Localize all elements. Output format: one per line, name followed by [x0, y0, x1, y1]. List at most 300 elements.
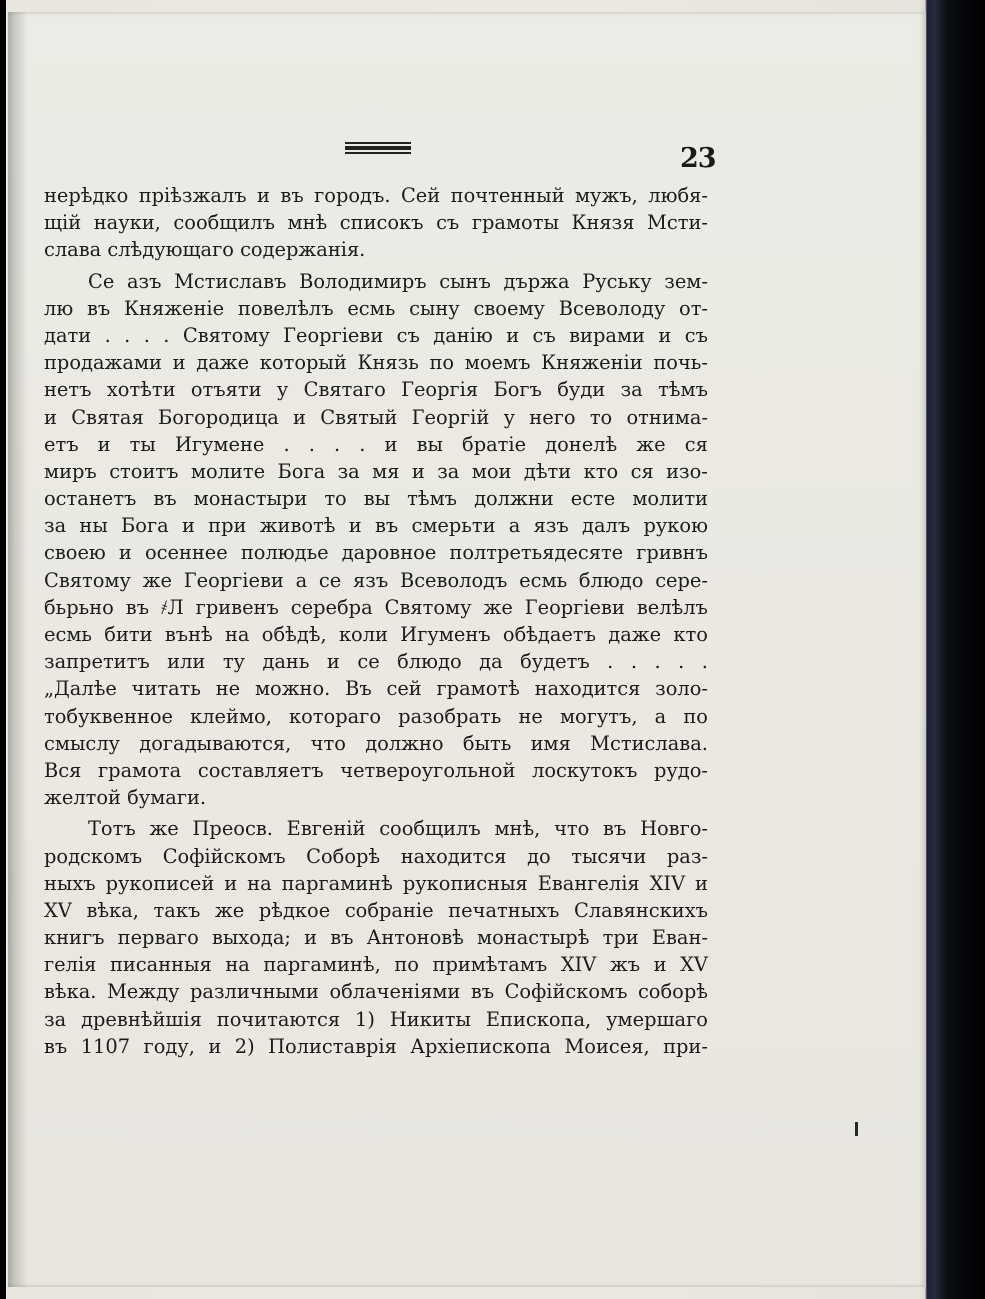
- word: Между: [106, 980, 180, 1004]
- word: даровное: [341, 541, 437, 565]
- word: монастырѣ: [477, 926, 590, 950]
- word: любя-: [648, 184, 708, 207]
- word: Вся: [44, 758, 82, 782]
- word: съ: [436, 211, 460, 235]
- word: хотѣти: [106, 378, 176, 402]
- word: дати: [44, 323, 92, 347]
- word: не: [518, 704, 543, 728]
- word: зем-: [664, 269, 708, 293]
- word: до: [527, 844, 551, 868]
- word: Всеволоду: [558, 296, 666, 320]
- word: тѣмъ: [407, 487, 458, 511]
- word: „Далѣе: [44, 677, 117, 701]
- word: рукописей: [105, 871, 215, 895]
- text-line: [44, 843, 708, 870]
- text-line: [44, 539, 708, 566]
- word: въ: [470, 980, 495, 1004]
- text-line: [44, 404, 708, 431]
- word: .: [163, 323, 170, 347]
- word: Сей: [400, 184, 441, 207]
- word: должно: [365, 731, 444, 755]
- word: мнѣ: [287, 211, 328, 235]
- word: съ: [396, 323, 420, 347]
- text-line: [44, 236, 708, 263]
- word: а: [654, 704, 667, 728]
- word: бити: [104, 623, 153, 646]
- text-line: [44, 675, 708, 702]
- word: книгъ: [44, 926, 105, 950]
- word: умершаго: [606, 1007, 708, 1031]
- word: городъ.: [314, 184, 391, 207]
- word: Евангелія: [537, 871, 640, 895]
- word: въ: [86, 296, 111, 320]
- text-line: [44, 924, 708, 951]
- word: Георгіеви: [283, 323, 384, 347]
- word: Всеволодъ: [399, 568, 508, 592]
- word: за: [337, 459, 360, 483]
- word: Преосв.: [192, 817, 273, 841]
- word: за: [437, 459, 460, 483]
- word: Святая: [71, 405, 144, 429]
- text-line: [44, 730, 708, 757]
- word: науки,: [93, 211, 161, 235]
- word: буди: [557, 378, 606, 402]
- word: есмь: [347, 296, 396, 320]
- word: Святому: [182, 323, 270, 347]
- text-line: [44, 1033, 708, 1060]
- text-line: [44, 648, 708, 675]
- word: при-: [663, 1034, 708, 1058]
- word: или: [167, 650, 206, 674]
- word: XV: [680, 953, 708, 977]
- word: гривенъ: [195, 595, 279, 619]
- word: своею: [44, 541, 106, 565]
- word: Георгіеви: [524, 595, 625, 619]
- word: рукописныя: [402, 871, 528, 895]
- word: Тотъ: [88, 817, 136, 841]
- word: ты: [129, 432, 156, 456]
- page-number: 23: [680, 143, 716, 174]
- word: Соборѣ: [306, 844, 381, 868]
- word: за: [620, 378, 643, 402]
- word: что: [310, 731, 346, 755]
- word: своему: [473, 296, 545, 320]
- word: вы: [363, 487, 391, 511]
- word: по: [683, 704, 708, 728]
- word: язъ: [353, 568, 389, 592]
- word: составляетъ: [197, 758, 324, 782]
- word: выхода;: [211, 926, 291, 950]
- word: рукою: [643, 514, 708, 538]
- word: Святаго: [303, 378, 386, 402]
- word: печатныхъ: [448, 898, 560, 922]
- word: клеймо,: [190, 704, 272, 728]
- text-line: [44, 978, 708, 1005]
- margin-mark: [855, 1122, 858, 1136]
- word: мя: [372, 459, 400, 483]
- word: на: [225, 623, 250, 646]
- text-line: [44, 458, 708, 485]
- word: братіе: [462, 432, 527, 456]
- word: запретитъ: [44, 650, 150, 674]
- word: почь-: [653, 351, 708, 375]
- word: Богъ: [493, 378, 542, 402]
- word: на: [247, 871, 272, 895]
- word: Новго-: [640, 817, 708, 841]
- word: при: [208, 514, 247, 538]
- word: Княженіе: [124, 296, 225, 320]
- word: ся: [630, 459, 654, 483]
- word: въ: [153, 487, 177, 511]
- word: 1): [355, 1007, 375, 1031]
- header-rule-ornament: [345, 142, 411, 156]
- text-line: [44, 897, 708, 924]
- word: Княженіи: [541, 351, 643, 375]
- word: и: [208, 1034, 222, 1058]
- word: молити: [632, 487, 708, 511]
- word: и: [326, 650, 340, 674]
- text-line: [44, 295, 708, 322]
- word: дань: [262, 650, 310, 674]
- word: него: [529, 405, 576, 429]
- word: то: [589, 405, 613, 429]
- word: почтенный: [450, 184, 565, 207]
- word: въ: [44, 1034, 68, 1058]
- word: тысячи: [571, 844, 647, 868]
- word: году,: [143, 1034, 195, 1058]
- text-line: [44, 621, 708, 648]
- word: бьрьно: [44, 595, 114, 619]
- word: данію: [433, 323, 493, 347]
- word: .: [143, 323, 150, 347]
- text-line: [44, 376, 708, 403]
- word: пріѣзжалъ: [138, 184, 247, 207]
- word: и: [172, 351, 186, 375]
- word: сыну: [409, 296, 460, 320]
- word: рудо-: [653, 758, 708, 782]
- word: и: [506, 323, 520, 347]
- word: мои: [471, 459, 512, 483]
- word: и: [653, 953, 667, 977]
- word: продажами: [44, 351, 162, 375]
- word: и: [411, 459, 425, 483]
- text-line: [44, 784, 708, 811]
- word: что: [554, 817, 590, 841]
- word: Руську: [582, 269, 652, 293]
- word: догадываются,: [139, 731, 292, 755]
- word: Игумене: [174, 432, 265, 456]
- word: Мстислава.: [590, 731, 708, 755]
- word: гелія: [44, 953, 97, 977]
- word: .: [701, 650, 708, 674]
- word: ту: [222, 650, 245, 674]
- word: сообщилъ: [173, 211, 275, 235]
- word: Никиты: [389, 1007, 471, 1031]
- word: смыслу: [44, 731, 120, 755]
- word: ны: [79, 514, 108, 538]
- word: обѣдѣ,: [261, 623, 327, 646]
- word: даже: [608, 623, 662, 646]
- word: за: [44, 514, 67, 538]
- word: обѣдаетъ: [502, 623, 596, 646]
- word: ныхъ: [44, 871, 96, 895]
- word: а: [508, 514, 521, 538]
- text-line: [44, 567, 708, 594]
- word: етъ: [44, 432, 79, 456]
- word: есмь: [519, 568, 568, 592]
- word: въ: [603, 817, 627, 841]
- word: Князь: [357, 351, 419, 375]
- word: велѣлъ: [636, 595, 708, 619]
- text-line: [44, 815, 708, 842]
- word: и: [658, 323, 672, 347]
- word: соборѣ: [637, 980, 708, 1004]
- word: находится: [400, 844, 507, 868]
- word: собраніе: [344, 898, 434, 922]
- word: облаченіями: [329, 980, 461, 1004]
- word: и: [384, 432, 398, 456]
- word: Георгіеви: [183, 568, 284, 592]
- word: тѣмъ: [658, 378, 708, 402]
- word: грамоты: [471, 211, 559, 235]
- word: лоскутокъ: [532, 758, 638, 782]
- word: читать: [131, 677, 201, 701]
- word: въ: [125, 595, 150, 619]
- word: .: [630, 650, 637, 674]
- word: повелѣлъ: [237, 296, 334, 320]
- word: имя: [530, 731, 571, 755]
- word: нетъ: [44, 378, 92, 402]
- body-text: [44, 182, 708, 1060]
- word: а: [295, 568, 308, 592]
- word: же: [483, 595, 513, 619]
- word: язъ: [533, 514, 569, 538]
- word: .: [607, 650, 614, 674]
- word: Володимиръ: [299, 269, 427, 293]
- word: то: [324, 487, 347, 511]
- word: вѣка,: [86, 898, 139, 922]
- word: быть: [462, 731, 512, 755]
- word: не: [215, 677, 241, 701]
- word: монастыри: [193, 487, 308, 511]
- word: такъ: [153, 898, 201, 922]
- word: должни: [474, 487, 554, 511]
- word: у: [276, 378, 289, 402]
- word: писанныя: [109, 953, 212, 977]
- word: и: [181, 514, 195, 538]
- text-line: [44, 703, 708, 730]
- word: отнима-: [626, 405, 708, 429]
- word: который: [259, 351, 347, 375]
- word: списокъ: [339, 211, 424, 235]
- word: вы: [416, 432, 443, 456]
- word: ся: [684, 432, 708, 456]
- word: кто: [583, 459, 619, 483]
- word: четвероугольной: [340, 758, 516, 782]
- word: нерѣдко: [44, 184, 129, 207]
- word: же: [214, 898, 245, 922]
- word: рѣдкое: [258, 898, 331, 922]
- word: золо-: [655, 677, 708, 701]
- word: да: [479, 650, 503, 674]
- word: кто: [673, 623, 708, 646]
- word: раз-: [666, 844, 708, 868]
- word: есте: [570, 487, 616, 511]
- word: и: [695, 871, 708, 895]
- text-line: [44, 594, 708, 621]
- word: XV: [44, 898, 72, 922]
- word: Се: [88, 269, 115, 293]
- word: .: [283, 432, 290, 456]
- word: за: [44, 1007, 67, 1031]
- word: же: [149, 817, 179, 841]
- word: Въ: [345, 677, 372, 701]
- word: се: [318, 568, 342, 592]
- word: Мстиславъ: [174, 269, 287, 293]
- word: есмь: [44, 623, 92, 646]
- word: държа: [503, 269, 570, 293]
- word: же: [142, 568, 172, 592]
- word: изо-: [666, 459, 708, 483]
- word: Софійскомъ: [162, 844, 286, 868]
- word: древнѣйшія: [81, 1007, 202, 1031]
- word: и: [304, 926, 318, 950]
- word: Полиставрія: [268, 1034, 397, 1058]
- word: Моисея,: [564, 1034, 650, 1058]
- word: паргаминѣ: [281, 871, 393, 895]
- word: примѣтамъ: [432, 953, 548, 977]
- word: блюдо: [397, 650, 462, 674]
- word: XIV: [560, 953, 597, 977]
- word: Бога: [277, 459, 326, 483]
- word: и: [257, 184, 270, 207]
- word: въ: [330, 926, 354, 950]
- word: три: [602, 926, 639, 950]
- word: донелѣ: [545, 432, 618, 456]
- word: молите: [190, 459, 266, 483]
- word: коли: [338, 623, 388, 646]
- text-line: [44, 209, 708, 236]
- text-line: [44, 870, 708, 897]
- word: могутъ,: [559, 704, 638, 728]
- word: почитаются: [216, 1007, 341, 1031]
- word: Георгія: [401, 378, 479, 402]
- word: вънѣ: [164, 623, 213, 646]
- text-line: [44, 485, 708, 512]
- word: стоитъ: [109, 459, 179, 483]
- word: отъяти: [190, 378, 262, 402]
- word: вирами: [569, 323, 645, 347]
- word: Архіепископа: [410, 1034, 551, 1058]
- word: Бога: [121, 514, 169, 538]
- word: даже: [196, 351, 250, 375]
- word: ҂Л: [161, 595, 184, 619]
- word: грамотѣ: [436, 677, 520, 701]
- word: .: [678, 650, 685, 674]
- word: Антоновѣ: [366, 926, 464, 950]
- word: и: [118, 541, 132, 565]
- word: .: [104, 323, 111, 347]
- word: Георгій: [411, 405, 490, 429]
- word: .: [124, 323, 131, 347]
- word: .: [654, 650, 661, 674]
- word: въ: [374, 514, 399, 538]
- word: блюдо: [578, 568, 644, 592]
- word: животѣ: [259, 514, 336, 538]
- word: жъ: [609, 953, 641, 977]
- word: будетъ: [520, 650, 590, 674]
- word: по: [429, 351, 455, 375]
- word: 2): [234, 1034, 255, 1058]
- word: сей: [386, 677, 422, 701]
- word: перваго: [117, 926, 199, 950]
- word: Еван-: [651, 926, 708, 950]
- word: тобуквенное: [44, 704, 173, 728]
- word: от-: [679, 296, 708, 320]
- word: паргаминѣ,: [263, 953, 381, 977]
- word: различными: [189, 980, 319, 1004]
- word: смерьти: [411, 514, 496, 538]
- word: Евгеній: [286, 817, 366, 841]
- word: по: [394, 953, 419, 977]
- word: грамота: [98, 758, 182, 782]
- word: Святому: [44, 568, 131, 592]
- word: можно.: [254, 677, 331, 701]
- word: на: [225, 953, 250, 977]
- word: Богородица: [158, 405, 279, 429]
- text-line: [44, 182, 708, 209]
- word: сере-: [655, 568, 708, 592]
- word: далъ: [582, 514, 631, 538]
- word: и: [224, 871, 238, 895]
- word: моемъ: [464, 351, 531, 375]
- word: останетъ: [44, 487, 137, 511]
- word: XIV: [649, 871, 686, 895]
- word: вѣка.: [44, 980, 97, 1004]
- word: щій: [44, 211, 82, 235]
- word: Святый: [320, 405, 398, 429]
- word: котораго: [289, 704, 382, 728]
- word: Славянскихъ: [574, 898, 708, 922]
- line-text: желтой бумаги.: [44, 786, 207, 810]
- line-text: слава слѣдующаго содержанія.: [44, 238, 366, 262]
- word: мужъ,: [574, 184, 638, 207]
- word: гривнъ: [636, 541, 708, 565]
- binding-gutter: [8, 12, 28, 1287]
- word: сообщилъ: [379, 817, 481, 841]
- text-line: [44, 431, 708, 458]
- word: и: [348, 514, 362, 538]
- word: Мсти-: [647, 211, 708, 235]
- word: въ: [280, 184, 304, 207]
- text-line: [44, 322, 708, 349]
- text-line: [44, 1006, 708, 1033]
- word: Игуменъ: [400, 623, 491, 646]
- word: .: [308, 432, 315, 456]
- text-line: [44, 349, 708, 376]
- word: лю: [44, 296, 74, 320]
- word: миръ: [44, 459, 97, 483]
- word: Софійскомъ: [504, 980, 628, 1004]
- word: Князя: [571, 211, 635, 235]
- text-line: [44, 757, 708, 784]
- word: 1107: [80, 1034, 131, 1058]
- word: Святому: [384, 595, 472, 619]
- word: съ: [684, 323, 708, 347]
- word: серебра: [290, 595, 373, 619]
- word: съ: [532, 323, 556, 347]
- word: Епископа,: [485, 1007, 592, 1031]
